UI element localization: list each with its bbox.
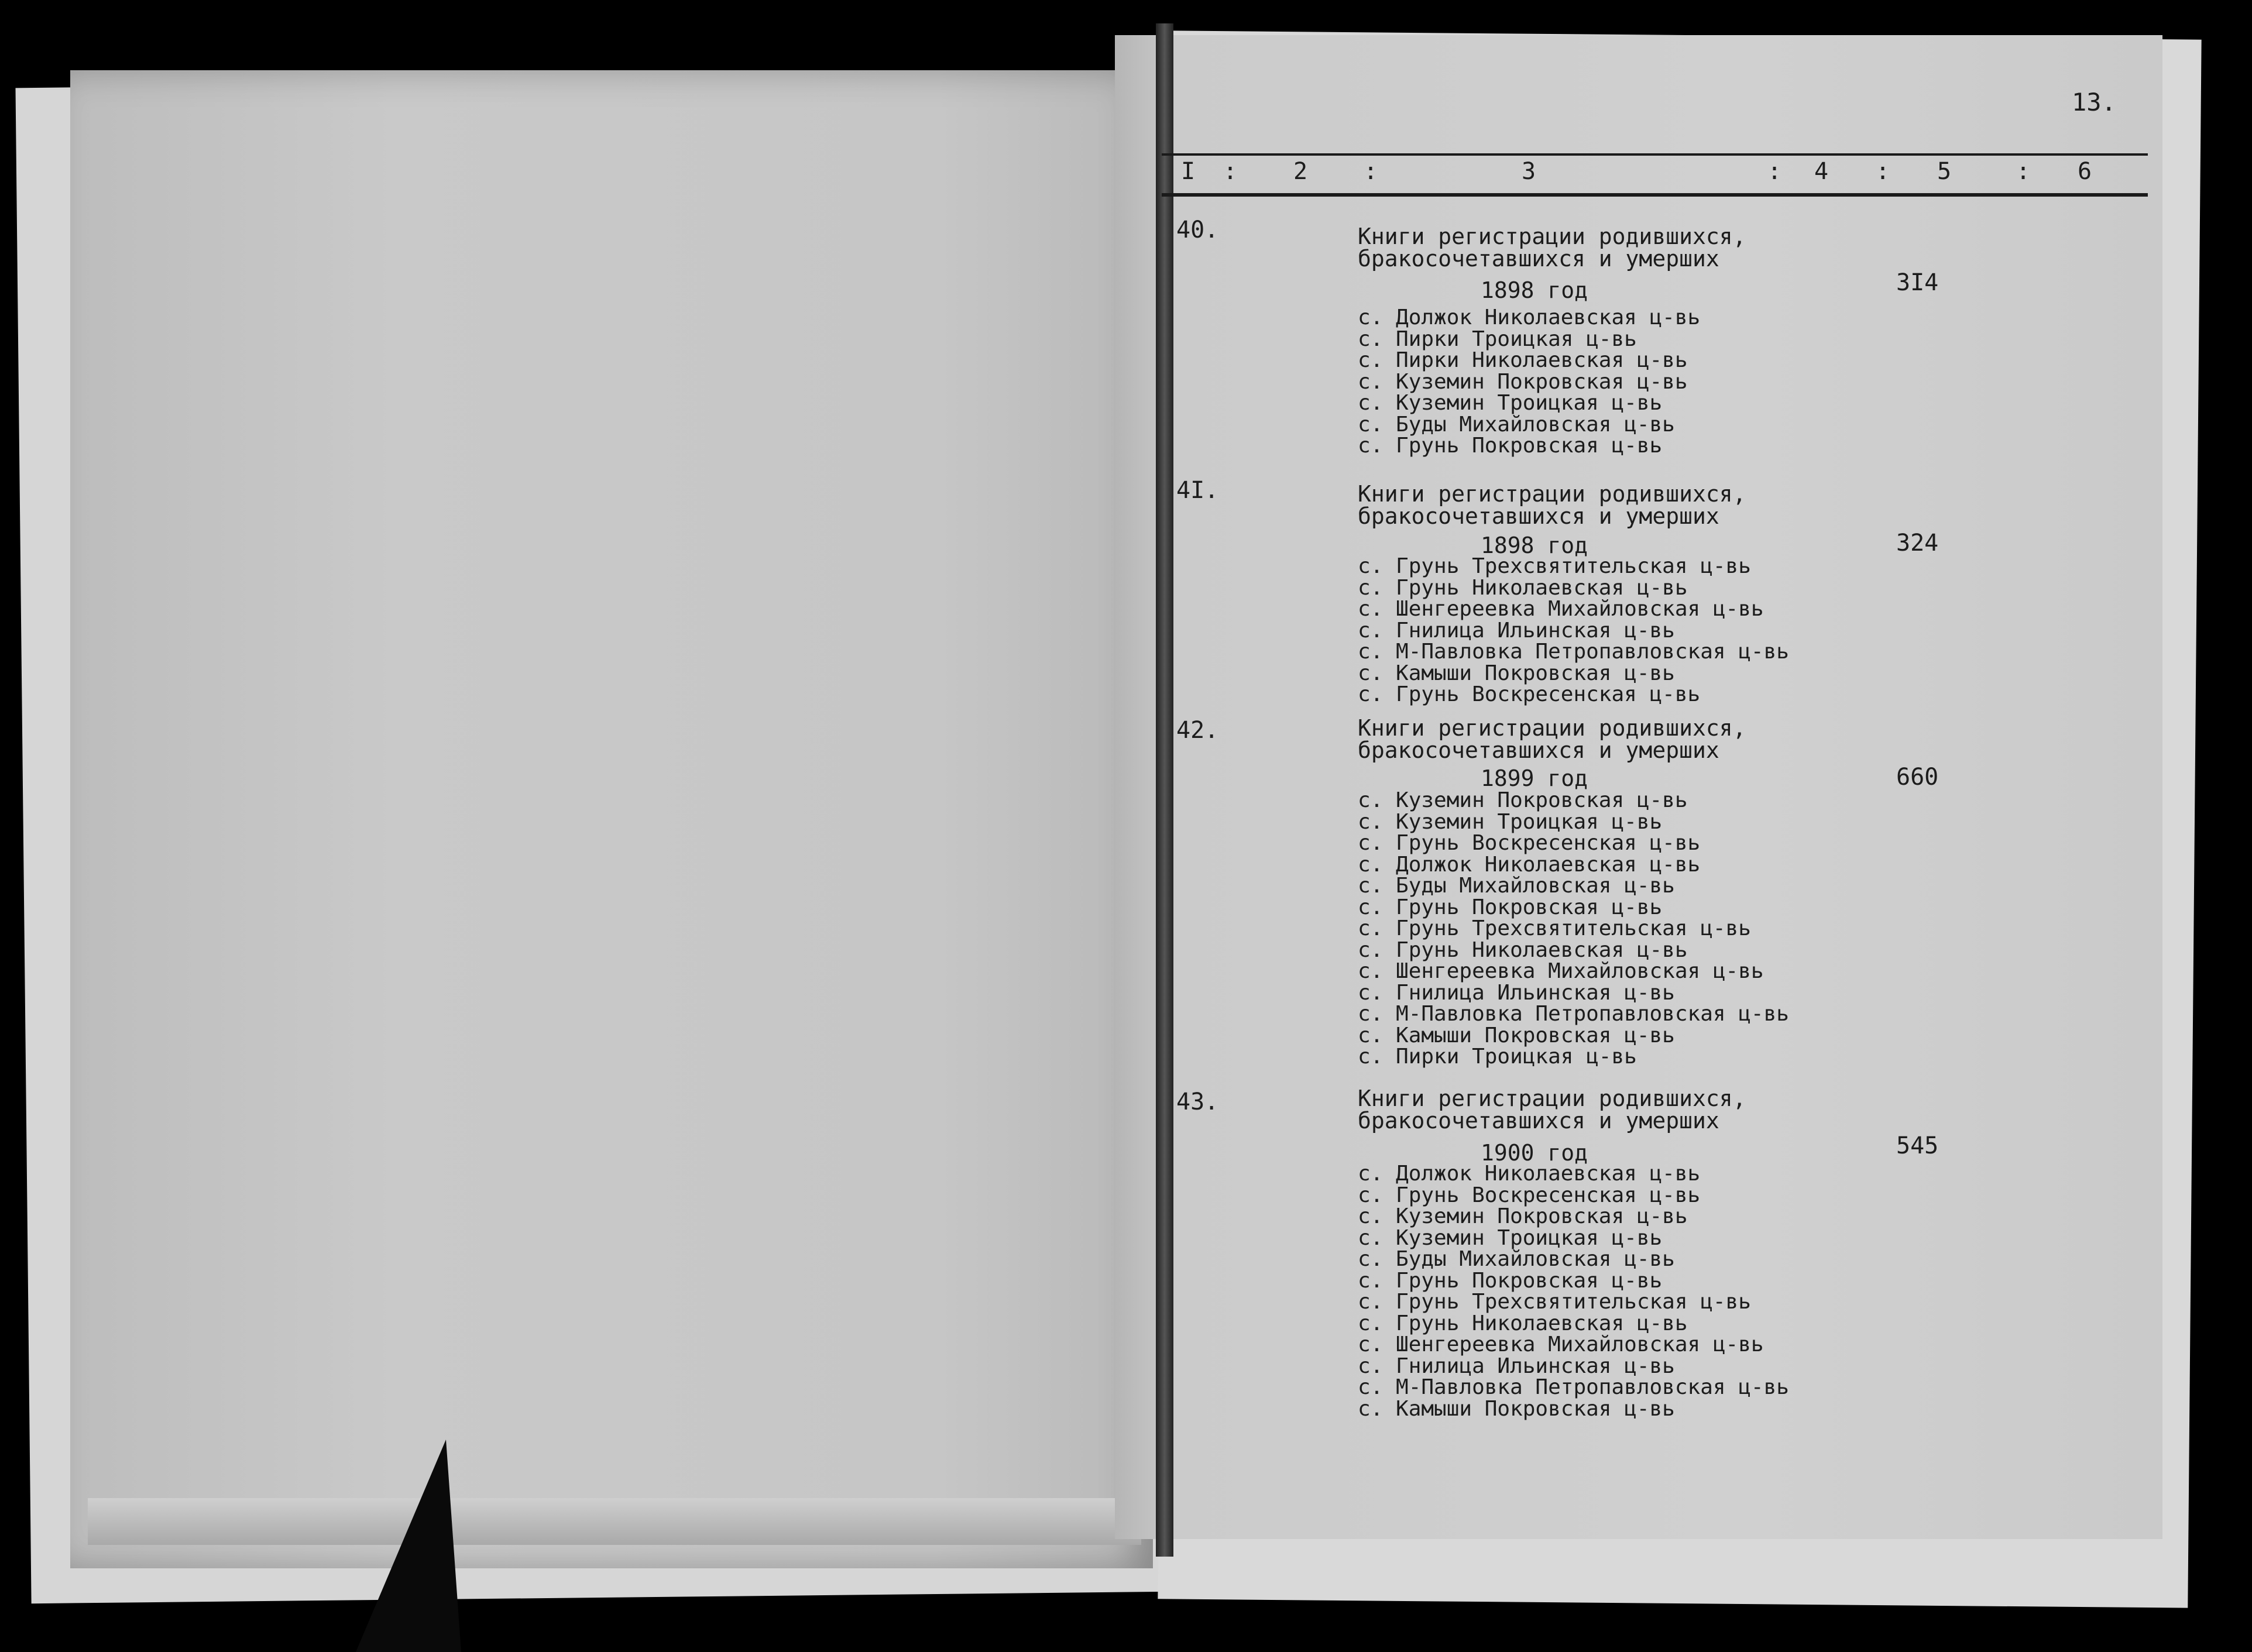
entry-item-count: 660 [1896,764,1939,791]
list-item: с. Шенгереевка Михайловская ц-вь [1358,597,1764,621]
list-item: с. М-Павловка Петропавловская ц-вь [1358,1375,1789,1399]
entry-title-line-1: Книги регистрации родившихся, [1358,481,1746,507]
column-header-3: 3 [1522,158,1536,185]
list-item: с. Грунь Воскресенская ц-вь [1358,831,1701,855]
entry-number: 4I. [1176,477,1219,504]
list-item: с. Грунь Воскресенская ц-вь [1358,1183,1701,1207]
column-header-6: 6 [2078,158,2092,185]
column-separator: : [1223,158,1238,185]
list-item: с. Пирки Николаевская ц-вь [1358,348,1688,372]
list-item: с. Грунь Трехсвятительская ц-вь [1358,554,1751,578]
header-rule-top [1162,153,2148,156]
list-item: с. Грунь Николаевская ц-вь [1358,937,1688,962]
list-item: с. Гнилица Ильинская ц-вь [1358,980,1675,1005]
list-item: с. Куземин Покровская ц-вь [1358,369,1688,394]
list-item: с. Куземин Троицкая ц-вь [1358,1225,1663,1250]
entry-title-line-1: Книги регистрации родившихся, [1358,224,1746,249]
list-item: с. Куземин Покровская ц-вь [1358,1204,1688,1228]
entry-year: 1898 год [1481,277,1588,303]
list-item: с. Пирки Троицкая ц-вь [1358,1045,1637,1069]
left-page-bottom-edge [88,1498,1141,1545]
entry-year: 1898 год [1481,533,1588,558]
list-item: с. Грунь Покровская ц-вь [1358,1268,1663,1293]
entry-number: 42. [1176,717,1219,744]
entry-year: 1899 год [1481,765,1588,791]
column-header-1: I [1181,158,1196,185]
column-separator: : [1876,158,1890,185]
list-item: с. Буды Михайловская ц-вь [1358,412,1675,437]
list-item: с. Должок Николаевская ц-вь [1358,1162,1701,1186]
column-separator: : [2016,158,2031,185]
column-header-2: 2 [1293,158,1308,185]
entry-title-line-1: Книги регистрации родившихся, [1358,1086,1746,1111]
entry-title-line-1: Книги регистрации родившихся, [1358,715,1746,741]
list-item: с. Грунь Трехсвятительская ц-вь [1358,1290,1751,1314]
list-item: с. Грунь Покровская ц-вь [1358,895,1663,919]
entry-title-line-2: бракосочетавшихся и умерших [1358,737,1719,763]
entry-title-line-2: бракосочетавшихся и умерших [1358,246,1719,272]
list-item: с. Камыши Покровская ц-вь [1358,1023,1675,1047]
list-item: с. Гнилица Ильинская ц-вь [1358,1354,1675,1378]
list-item: с. Пирки Троицкая ц-вь [1358,327,1637,351]
book-spine [1156,23,1173,1557]
church-list [1358,307,1700,457]
list-item: с. Куземин Троицкая ц-вь [1358,809,1663,834]
entry-item-count: 3I4 [1896,269,1939,296]
left-page-blank [70,70,1153,1568]
entry-item-count: 324 [1896,530,1939,557]
list-item: с. Камыши Покровская ц-вь [1358,661,1675,685]
list-item: с. Куземин Покровская ц-вь [1358,788,1688,812]
list-item: с. Буды Михайловская ц-вь [1358,874,1675,898]
list-item: с. Грунь Трехсвятительская ц-вь [1358,916,1751,940]
list-item: с. Грунь Покровская ц-вь [1358,434,1663,458]
header-rule-bottom [1162,193,2148,197]
list-item: с. Должок Николаевская ц-вь [1358,305,1701,329]
church-list [1358,556,1789,706]
list-item: с. М-Павловка Петропавловская ц-вь [1358,640,1789,664]
entry-title-line-2: бракосочетавшихся и умерших [1358,1108,1719,1134]
list-item: с. Шенгереевка Михайловская ц-вь [1358,1332,1764,1356]
list-item: с. М-Павловка Петропавловская ц-вь [1358,1002,1789,1026]
list-item: с. Грунь Николаевская ц-вь [1358,575,1688,600]
entry-item-count: 545 [1896,1132,1939,1159]
entry-number: 43. [1176,1088,1219,1115]
list-item: с. Буды Михайловская ц-вь [1358,1247,1675,1271]
list-item: с. Должок Николаевская ц-вь [1358,852,1701,877]
column-separator: : [1767,158,1782,185]
list-item: с. Шенгереевка Михайловская ц-вь [1358,959,1764,983]
list-item: с. Грунь Николаевская ц-вь [1358,1311,1688,1335]
church-list [1358,1163,1789,1420]
church-list [1358,790,1789,1068]
column-separator: : [1364,158,1378,185]
list-item: с. Грунь Воскресенская ц-вь [1358,682,1701,706]
entry-number: 40. [1176,217,1219,243]
list-item: с. Гнилица Ильинская ц-вь [1358,618,1675,643]
list-item: с. Куземин Троицкая ц-вь [1358,391,1663,415]
entry-year: 1900 год [1481,1140,1588,1166]
list-item: с. Камыши Покровская ц-вь [1358,1396,1675,1421]
entry-title-line-2: бракосочетавшихся и умерших [1358,503,1719,529]
column-header-4: 4 [1814,158,1829,185]
column-header-5: 5 [1937,158,1952,185]
page-number: 13. [2072,88,2116,116]
